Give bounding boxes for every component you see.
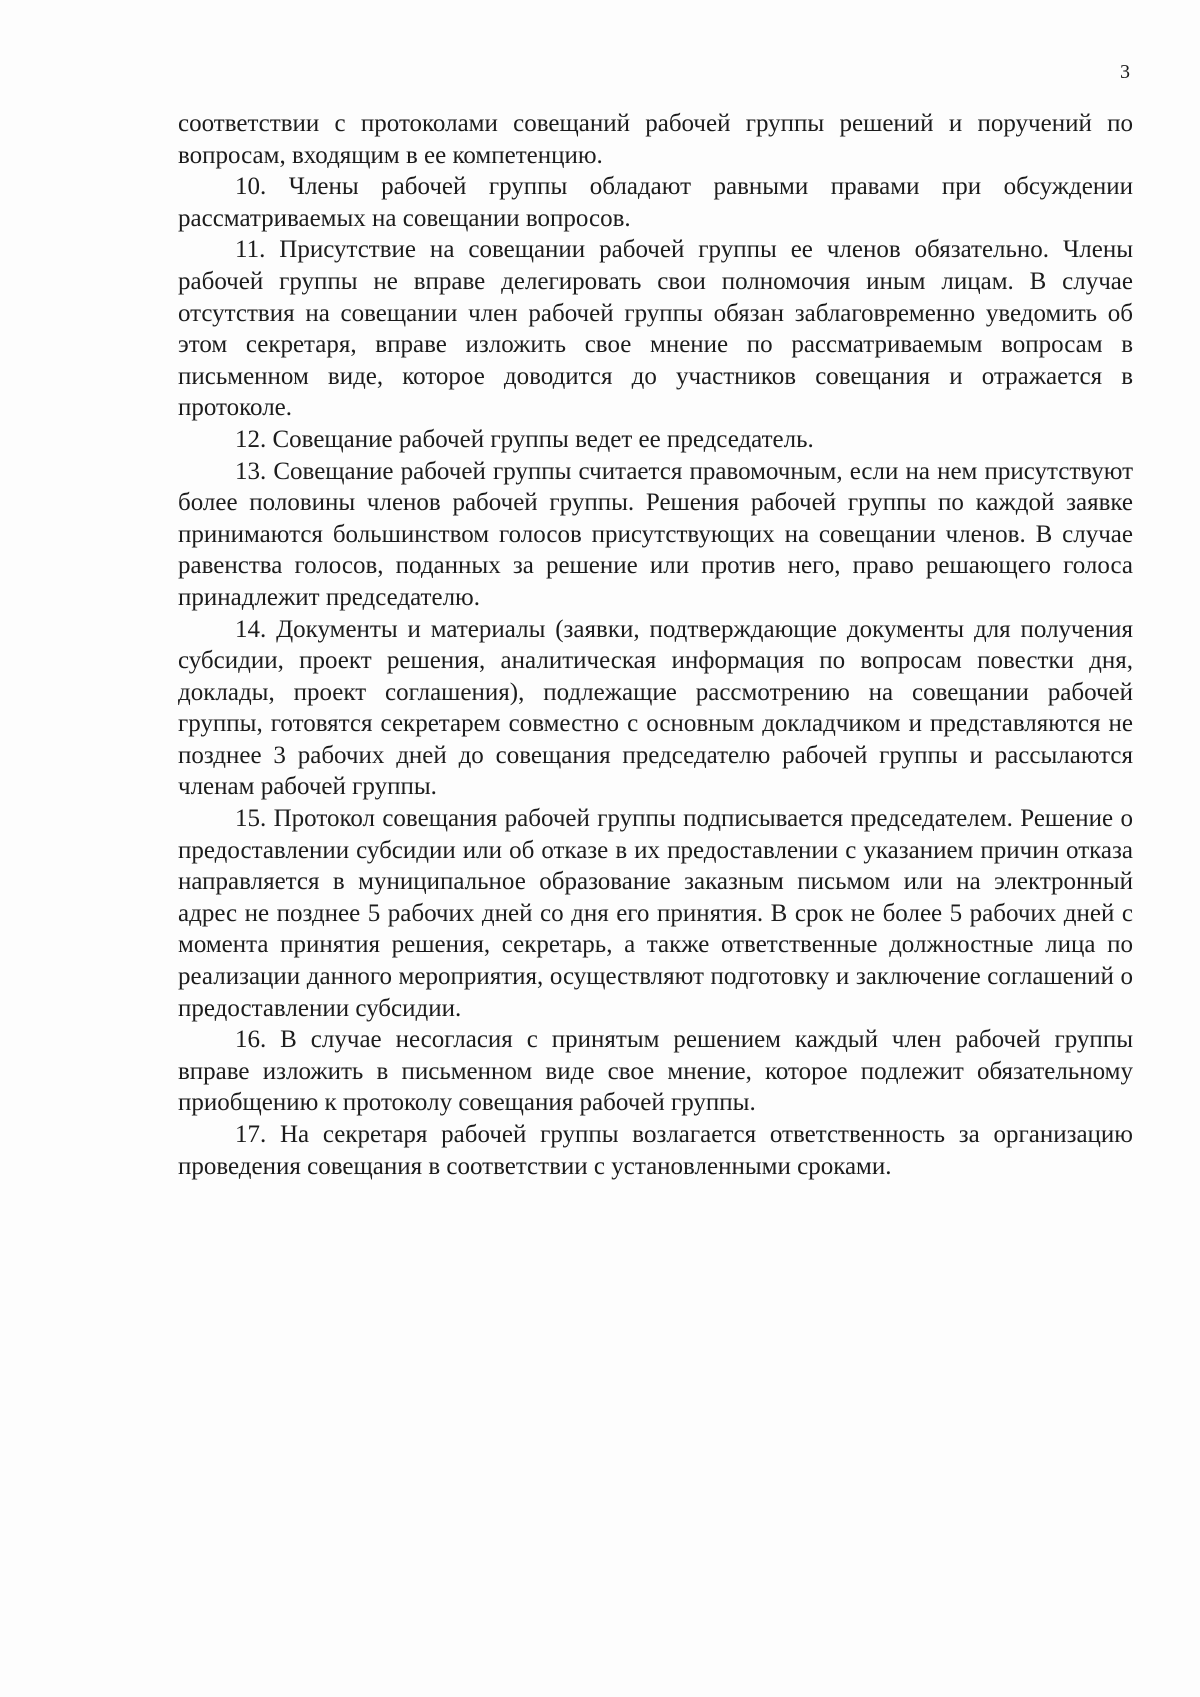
paragraph: 17. На секретаря рабочей группы возлагается ответственность за организацию проведения совещания в соответствии с установленными сроками. xyxy=(178,1121,1133,1180)
paragraph: соответствии с протоколами совещаний рабочей группы решений и поручений по вопросам, входящим в ее компетенцию. xyxy=(178,110,1133,169)
paragraph: 14. Документы и материалы (заявки, подтверждающие документы для получения субсидии, проект решения, аналитическая информация по вопросам повестки дня, доклады, проект соглашения), подлежащие рассмотрению на совещании рабочей группы, готовятся секретарем совместно с основным докладчиком и представляются не позднее 3 рабочих дней до совещания председателю рабочей группы и рассылаются членам рабочей группы. xyxy=(178,615,1133,801)
paragraph: 12. Совещание рабочей группы ведет ее председатель. xyxy=(235,425,814,453)
paragraph: 13. Совещание рабочей группы считается правомочным, если на нем присутствуют более половины членов рабочей группы. Решения рабочей группы по каждой заявке принимаются большинством голосов присутствующих на совещании членов. В случае равенства голосов, поданных за решение или против него, право решающего голоса принадлежит председателю. xyxy=(178,457,1133,611)
paragraph: 10. Члены рабочей группы обладают равными правами при обсуждении рассматриваемых на совещании вопросов. xyxy=(178,173,1133,232)
page-number: 3 xyxy=(1120,61,1130,83)
paragraph: 11. Присутствие на совещании рабочей группы ее членов обязательно. Члены рабочей группы не вправе делегировать свои полномочия иным лицам. В случае отсутствия на совещании член рабочей группы обязан заблаговременно уведомить об этом секретаря, вправе изложить свое мнение по рассматриваемым вопросам в письменном виде, которое доводится до участников совещания и отражается в протоколе. xyxy=(178,236,1133,422)
paragraph: 15. Протокол совещания рабочей группы подписывается председателем. Решение о предоставлении субсидии или об отказе в их предоставлении с указанием причин отказа направляется в муниципальное образование заказным письмом или на электронный адрес не позднее 5 рабочих дней со дня его принятия. В срок не более 5 рабочих дней с момента принятия решения, секретарь, а также ответственные должностные лица по реализации данного мероприятия, осуществляют подготовку и заключение соглашений о предоставлении субсидии. xyxy=(178,805,1133,1022)
document-body xyxy=(178,108,1133,1182)
paragraph: 16. В случае несогласия с принятым решением каждый член рабочей группы вправе изложить в письменном виде свое мнение, которое подлежит обязательному приобщению к протоколу совещания рабочей группы. xyxy=(178,1026,1133,1117)
